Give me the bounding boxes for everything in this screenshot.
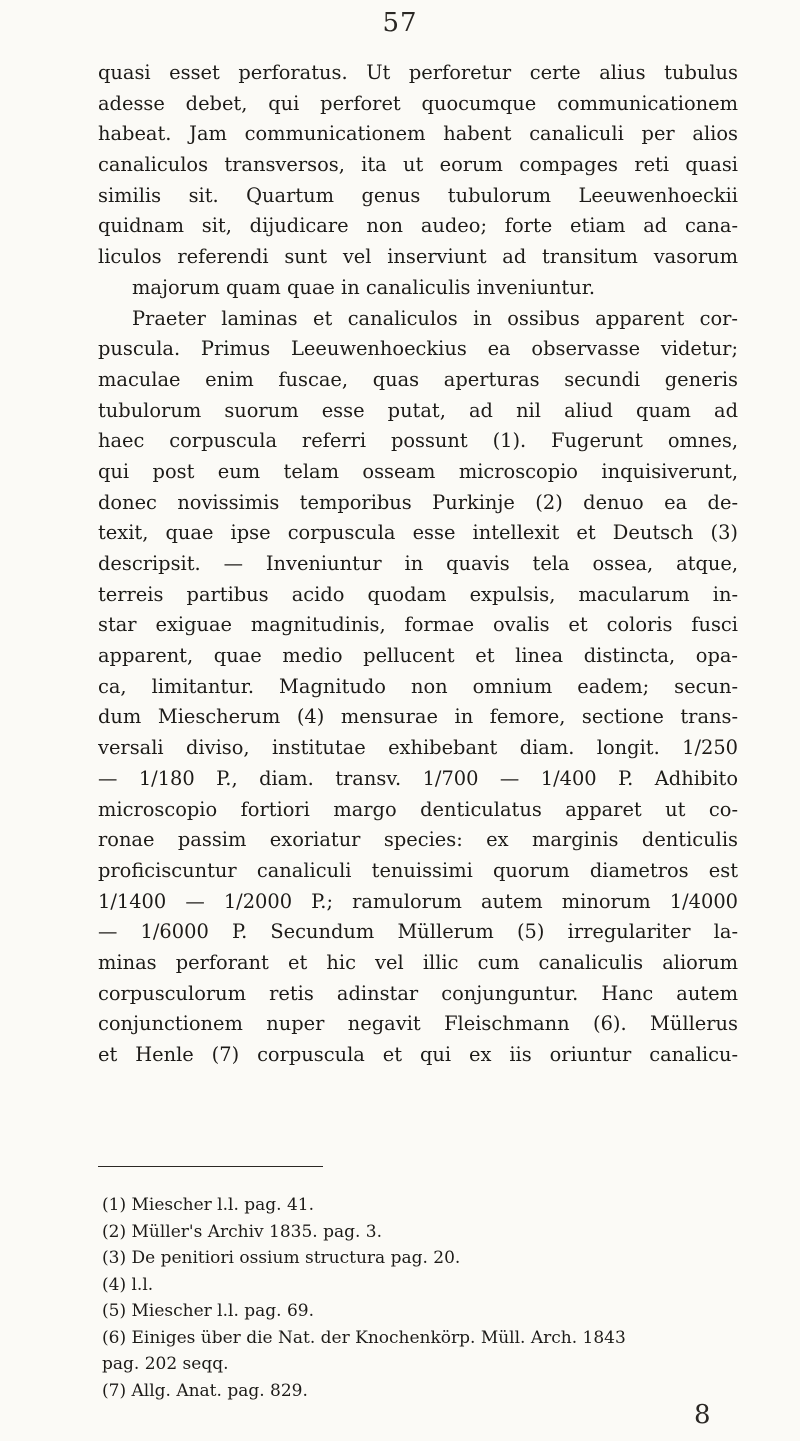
text-line: liculos referendi sunt vel inserviunt ad transitum vasorum <box>98 245 738 269</box>
text-line: — 1/180 P., diam. transv. 1/700 — 1/400 P. Adhibito <box>98 766 738 790</box>
text-line: — 1/6000 P. Secundum Müllerum (5) irregulariter la- <box>98 920 738 944</box>
footnote: (4) l.l. <box>102 1274 154 1295</box>
text-line: corpusculorum retis adinstar conjunguntur. Hanc autem <box>98 981 738 1005</box>
text-line: terreis partibus acido quodam expulsis, macularum in- <box>98 582 738 606</box>
text-line: ca, limitantur. Magnitudo non omnium eadem; secun- <box>98 674 738 698</box>
text-line: habeat. Jam communicationem habent canaliculi per alios <box>98 122 738 146</box>
signature-mark: 8 <box>694 1400 711 1430</box>
text-line: majorum quam quae in canaliculis inveniuntur. <box>132 275 596 299</box>
text-line: maculae enim fuscae, quas aperturas secundi generis <box>98 367 738 391</box>
text-line: versali diviso, institutae exhibebant diam. longit. 1/250 <box>98 736 738 760</box>
footnote: (7) Allg. Anat. pag. 829. <box>102 1380 308 1401</box>
text-line: haec corpuscula referri possunt (1). Fugerunt omnes, <box>98 429 738 453</box>
text-line: 1/1400 — 1/2000 P.; ramulorum autem minorum 1/4000 <box>98 889 738 913</box>
text-line: et Henle (7) corpuscula et qui ex iis oriuntur canalicu- <box>98 1043 738 1066</box>
text-line: donec novissimis temporibus Purkinje (2) denuo ea de- <box>98 490 738 514</box>
text-line: star exiguae magnitudinis, formae ovalis et coloris fusci <box>98 613 738 637</box>
text-line: canaliculos transversos, ita ut eorum compages reti quasi <box>98 153 738 177</box>
footnote: (3) De penitiori ossium structura pag. 20. <box>102 1248 461 1268</box>
footnote: (1) Miescher l.l. pag. 41. <box>102 1195 315 1215</box>
text-line: dum Miescherum (4) mensurae in femore, sectione trans- <box>98 705 738 729</box>
text-line: ronae passim exoriatur species: ex marginis denticulis <box>98 828 738 852</box>
text-line: quasi esset perforatus. Ut perforetur certe alius tubulus <box>98 61 738 84</box>
footnote-separator <box>98 1166 323 1167</box>
text-line: texit, quae ipse corpuscula esse intellexit et Deutsch (3) <box>98 521 738 545</box>
footnote: (2) Müller's Archiv 1835. pag. 3. <box>102 1221 383 1242</box>
page-number: 57 <box>382 8 418 38</box>
text-line: puscula. Primus Leeuwenhoeckius ea observasse videtur; <box>98 337 738 361</box>
text-line: apparent, quae medio pellucent et linea distincta, opa- <box>98 644 738 668</box>
footnote-continuation: pag. 202 seqq. <box>102 1354 229 1374</box>
text-line: similis sit. Quartum genus tubulorum Leeuwenhoeckii <box>98 183 738 207</box>
body-text <box>98 58 738 1071</box>
footnote: (5) Miescher l.l. pag. 69. <box>102 1301 315 1321</box>
text-line: tubulorum suorum esse putat, ad nil aliud quam ad <box>98 398 738 422</box>
text-line: qui post eum telam osseam microscopio inquisiverunt, <box>98 459 738 483</box>
footnotes <box>98 1192 738 1404</box>
text-line: conjunctionem nuper negavit Fleischmann (6). Müllerus <box>98 1012 738 1036</box>
text-line: descripsit. — Inveniuntur in quavis tela ossea, atque, <box>98 552 738 575</box>
text-line: quidnam sit, dijudicare non audeo; forte etiam ad cana- <box>98 214 738 238</box>
text-line: minas perforant et hic vel illic cum canaliculis aliorum <box>98 950 738 974</box>
text-line: proficiscuntur canaliculi tenuissimi quorum diametros est <box>98 858 738 882</box>
text-line: microscopio fortiori margo denticulatus apparet ut co- <box>98 797 738 821</box>
text-line: Praeter laminas et canaliculos in ossibus apparent cor- <box>132 306 738 330</box>
text-line: adesse debet, qui perforet quocumque communicationem <box>98 91 738 115</box>
footnote: (6) Einiges über die Nat. der Knochenkörp. Müll. Arch. 1843 <box>102 1327 626 1348</box>
